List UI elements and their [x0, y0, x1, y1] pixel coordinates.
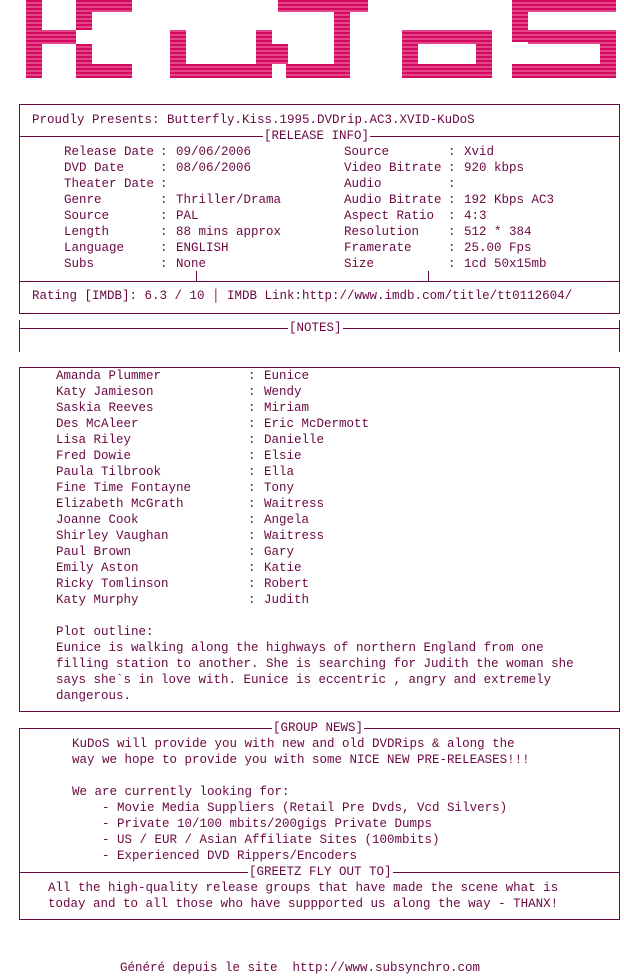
release-info-colon: : [448, 177, 456, 191]
cast-colon: : [248, 529, 256, 543]
cast-colon: : [248, 449, 256, 463]
release-info-value: 512 * 384 [464, 225, 532, 239]
release-info-colon: : [160, 177, 168, 191]
cast-role: Katie [264, 561, 302, 575]
cast-actor: Katy Jamieson [56, 385, 154, 399]
release-info-label: Size [344, 257, 375, 271]
cast-role: Elsie [264, 449, 302, 463]
release-info-colon: : [448, 209, 456, 223]
divider [19, 281, 620, 282]
release-info-colon: : [160, 145, 168, 159]
divider [196, 271, 197, 281]
release-info-value: 192 Kbps AC3 [464, 193, 555, 207]
release-info-value: None [176, 257, 207, 271]
release-info-label: Subs [64, 257, 95, 271]
cast-colon: : [248, 369, 256, 383]
release-info-label: Resolution [344, 225, 420, 239]
rating-line: Rating [IMDB]: 6.3 / 10 │ IMDB Link:http://www.imdb.com/title/tt0112604/ [32, 289, 573, 303]
greetz-line: All the high-quality release groups that have made the scene what is [48, 881, 559, 895]
release-info-label: Length [64, 225, 110, 239]
release-info-value: 88 mins approx [176, 225, 282, 239]
cast-colon: : [248, 577, 256, 591]
group-news-line: - Experienced DVD Rippers/Encoders [72, 849, 358, 863]
greetz-line: today and to all those who have suppported us along the way - THANX! [48, 897, 559, 911]
cast-actor: Fred Dowie [56, 449, 132, 463]
cast-colon: : [248, 561, 256, 575]
cast-role: Wendy [264, 385, 302, 399]
release-info-value: Xvid [464, 145, 495, 159]
divider [428, 271, 429, 281]
cast-colon: : [248, 465, 256, 479]
release-info-colon: : [160, 193, 168, 207]
cast-actor: Amanda Plummer [56, 369, 162, 383]
release-info-value: 08/06/2006 [176, 161, 252, 175]
release-info-value: 920 kbps [464, 161, 525, 175]
cast-role: Robert [264, 577, 310, 591]
cast-actor: Paul Brown [56, 545, 132, 559]
cast-colon: : [248, 417, 256, 431]
release-info-label: Audio [344, 177, 382, 191]
release-info-colon: : [448, 161, 456, 175]
divider [19, 328, 20, 352]
release-info-title: [RELEASE INFO] [264, 129, 370, 143]
release-info-value: 25.00 Fps [464, 241, 532, 255]
release-info-colon: : [448, 257, 456, 271]
release-info-label: Aspect Ratio [344, 209, 435, 223]
cast-role: Tony [264, 481, 295, 495]
release-info-label: Framerate [344, 241, 412, 255]
group-news-title: [GROUP NEWS] [273, 721, 364, 735]
cast-actor: Ricky Tomlinson [56, 577, 169, 591]
cast-actor: Elizabeth McGrath [56, 497, 184, 511]
plot-line: says she`s in love with. Eunice is eccentric , angry and extremely [56, 673, 552, 687]
group-news-line: - Movie Media Suppliers (Retail Pre Dvds, Vcd Silvers) [72, 801, 508, 815]
greetz-title: [GREETZ FLY OUT TO] [249, 865, 392, 879]
release-info-value: Thriller/Drama [176, 193, 282, 207]
presents-line: Proudly Presents: Butterfly.Kiss.1995.DVDrip.AC3.XVID-KuDoS [32, 113, 475, 127]
release-info-colon: : [448, 225, 456, 239]
cast-role: Waitress [264, 529, 325, 543]
plot-line: filling station to another. She is searching for Judith the woman she [56, 657, 574, 671]
cast-actor: Emily Aston [56, 561, 139, 575]
cast-colon: : [248, 385, 256, 399]
plot-line: dangerous. [56, 689, 132, 703]
cast-actor: Saskia Reeves [56, 401, 154, 415]
cast-colon: : [248, 433, 256, 447]
release-info-label: DVD Date [64, 161, 125, 175]
cast-actor: Katy Murphy [56, 593, 139, 607]
release-info-label: Source [344, 145, 390, 159]
notes-title: [NOTES] [289, 321, 342, 335]
footer-text: Généré depuis le site http://www.subsynchro.com [120, 961, 481, 975]
release-info-label: Source [64, 209, 110, 223]
group-news-line: - Private 10/100 mbits/200gigs Private Dumps [72, 817, 433, 831]
cast-role: Judith [264, 593, 310, 607]
cast-colon: : [248, 593, 256, 607]
release-info-label: Audio Bitrate [344, 193, 442, 207]
group-news-line: - US / EUR / Asian Affiliate Sites (100mbits) [72, 833, 440, 847]
cast-role: Eunice [264, 369, 310, 383]
kudos-logo [22, 0, 618, 82]
cast-role: Waitress [264, 497, 325, 511]
cast-role: Miriam [264, 401, 310, 415]
cast-actor: Fine Time Fontayne [56, 481, 192, 495]
cast-role: Gary [264, 545, 295, 559]
cast-actor: Shirley Vaughan [56, 529, 169, 543]
release-info-colon: : [160, 257, 168, 271]
cast-colon: : [248, 513, 256, 527]
release-info-colon: : [448, 193, 456, 207]
release-info-colon: : [160, 209, 168, 223]
cast-colon: : [248, 481, 256, 495]
release-info-value: 4:3 [464, 209, 487, 223]
group-news-line: KuDoS will provide you with new and old DVDRips & along the [72, 737, 515, 751]
release-info-label: Language [64, 241, 125, 255]
group-news-line: way we hope to provide you with some NICE NEW PRE-RELEASES!!! [72, 753, 530, 767]
release-info-value: 1cd 50x15mb [464, 257, 547, 271]
release-info-value: ENGLISH [176, 241, 229, 255]
cast-colon: : [248, 497, 256, 511]
release-info-colon: : [160, 161, 168, 175]
release-info-value: PAL [176, 209, 199, 223]
plot-heading: Plot outline: [56, 625, 154, 639]
release-info-colon: : [160, 241, 168, 255]
release-info-colon: : [448, 241, 456, 255]
cast-actor: Lisa Riley [56, 433, 132, 447]
cast-actor: Paula Tilbrook [56, 465, 162, 479]
cast-role: Ella [264, 465, 295, 479]
release-info-colon: : [160, 225, 168, 239]
cast-actor: Joanne Cook [56, 513, 139, 527]
cast-actor: Des McAleer [56, 417, 139, 431]
cast-colon: : [248, 401, 256, 415]
divider [619, 328, 620, 352]
release-info-value: 09/06/2006 [176, 145, 252, 159]
release-info-label: Release Date [64, 145, 155, 159]
cast-colon: : [248, 545, 256, 559]
release-info-label: Video Bitrate [344, 161, 442, 175]
release-info-colon: : [448, 145, 456, 159]
cast-role: Eric McDermott [264, 417, 370, 431]
cast-role: Angela [264, 513, 310, 527]
release-info-label: Theater Date [64, 177, 155, 191]
cast-role: Danielle [264, 433, 325, 447]
release-info-label: Genre [64, 193, 102, 207]
group-news-line: We are currently looking for: [72, 785, 290, 799]
plot-line: Eunice is walking along the highways of northern England from one [56, 641, 544, 655]
